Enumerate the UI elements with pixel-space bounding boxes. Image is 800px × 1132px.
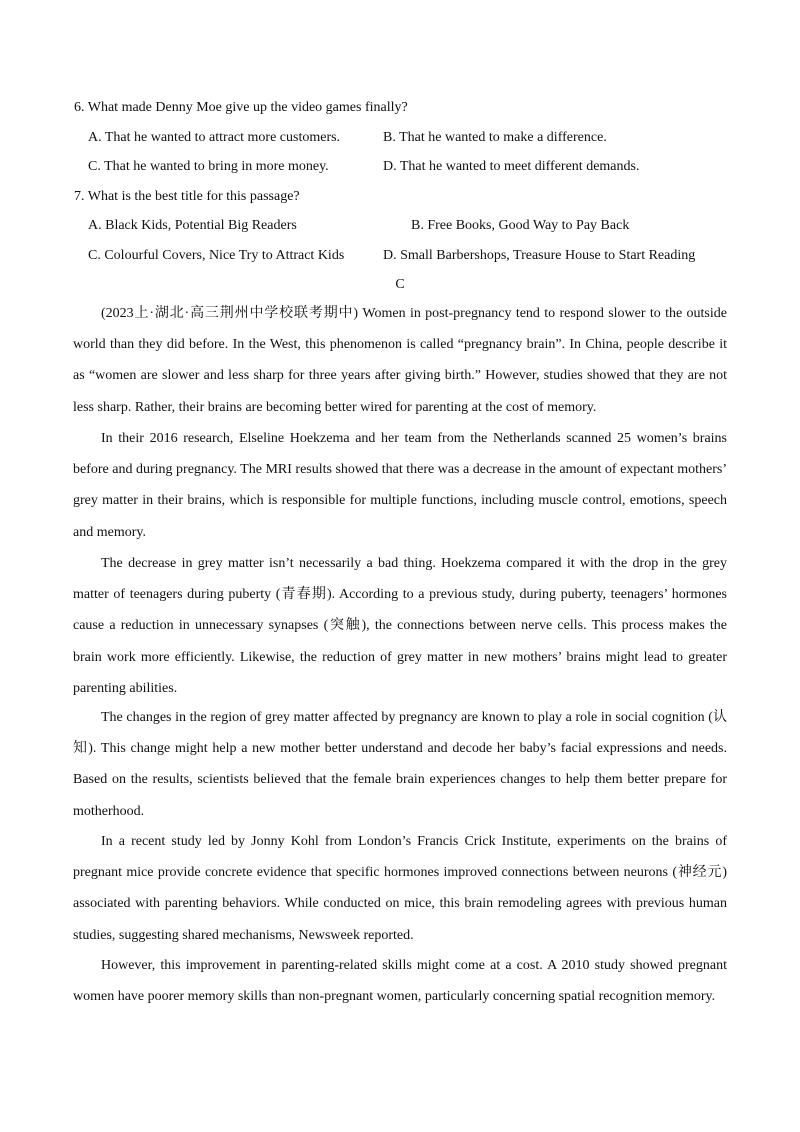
paragraph-5-text: In a recent study led by Jonny Kohl from London’s Francis Crick Institute, experiments on the brains of pregnant mice provide concrete evidence that specific hormones improved connections between neurons (神经元) associated with parenting behaviors. While conducted on mice, this brain remodeling agrees with previous human studies, suggesting shared mechanisms, Newsweek reported. bbox=[73, 834, 727, 943]
paragraph-6-text: However, this improvement in parenting-related skills might come at a cost. A 2010 study showed pregnant women have poorer memory skills than non-pregnant women, particularly concerning spatial recognition memory. bbox=[73, 958, 727, 1005]
passage-paragraph-3 bbox=[73, 548, 727, 704]
paragraph-4-text: The changes in the region of grey matter affected by pregnancy are known to play a role in social cognition (认知). This change might help a new mother better understand and decode her baby’s facial expressions and needs. Based on the results, scientists believed that the female brain experiences changes to help them better prepare for motherhood. bbox=[73, 710, 727, 819]
question-6-text: 6. What made Denny Moe give up the video games finally? bbox=[74, 100, 408, 115]
question-7-option-d: D. Small Barbershops, Treasure House to Start Reading bbox=[383, 248, 696, 263]
passage-paragraph-2 bbox=[73, 423, 727, 548]
passage-paragraph-6 bbox=[73, 950, 727, 1012]
passage-paragraph-1 bbox=[73, 298, 727, 423]
question-7-option-a: A. Black Kids, Potential Big Readers bbox=[88, 218, 297, 233]
question-6-option-d: D. That he wanted to meet different demands. bbox=[383, 159, 640, 174]
passage-paragraph-5 bbox=[73, 826, 727, 951]
question-7-text: 7. What is the best title for this passage? bbox=[74, 189, 300, 204]
paragraph-1-text: (2023上·湖北·高三荆州中学校联考期中) Women in post-pregnancy tend to respond slower to the outside world than they did before. In the West, this phenomenon is called “pregnancy brain”. In China, people describe it as “women are slower and less sharp for three years after giving birth.” However, studies showed that they are not less sharp. Rather, their brains are becoming better wired for parenting at the cost of memory. bbox=[73, 306, 727, 415]
passage-paragraph-4 bbox=[73, 702, 727, 827]
section-label: C bbox=[395, 277, 405, 292]
question-6-option-c: C. That he wanted to bring in more money. bbox=[88, 159, 329, 174]
question-7-option-c: C. Colourful Covers, Nice Try to Attract Kids bbox=[88, 248, 345, 263]
paragraph-3-text: The decrease in grey matter isn’t necessarily a bad thing. Hoekzema compared it with the drop in the grey matter of teenagers during puberty (青春期). According to a previous study, during puberty, teenagers’ hormones cause a reduction in unnecessary synapses (突触), the connections between nerve cells. This process makes the brain work more efficiently. Likewise, the reduction of grey matter in new mothers’ brains might lead to greater parenting abilities. bbox=[73, 556, 727, 696]
question-6-option-b: B. That he wanted to make a difference. bbox=[383, 130, 607, 145]
question-7-option-b: B. Free Books, Good Way to Pay Back bbox=[411, 218, 630, 233]
question-6-option-a: A. That he wanted to attract more customers. bbox=[88, 130, 341, 145]
paragraph-2-text: In their 2016 research, Elseline Hoekzema and her team from the Netherlands scanned 25 women’s brains before and during pregnancy. The MRI results showed that there was a decrease in the amount of expectant mothers’ grey matter in their brains, which is responsible for multiple functions, including muscle control, emotions, speech and memory. bbox=[73, 431, 727, 540]
